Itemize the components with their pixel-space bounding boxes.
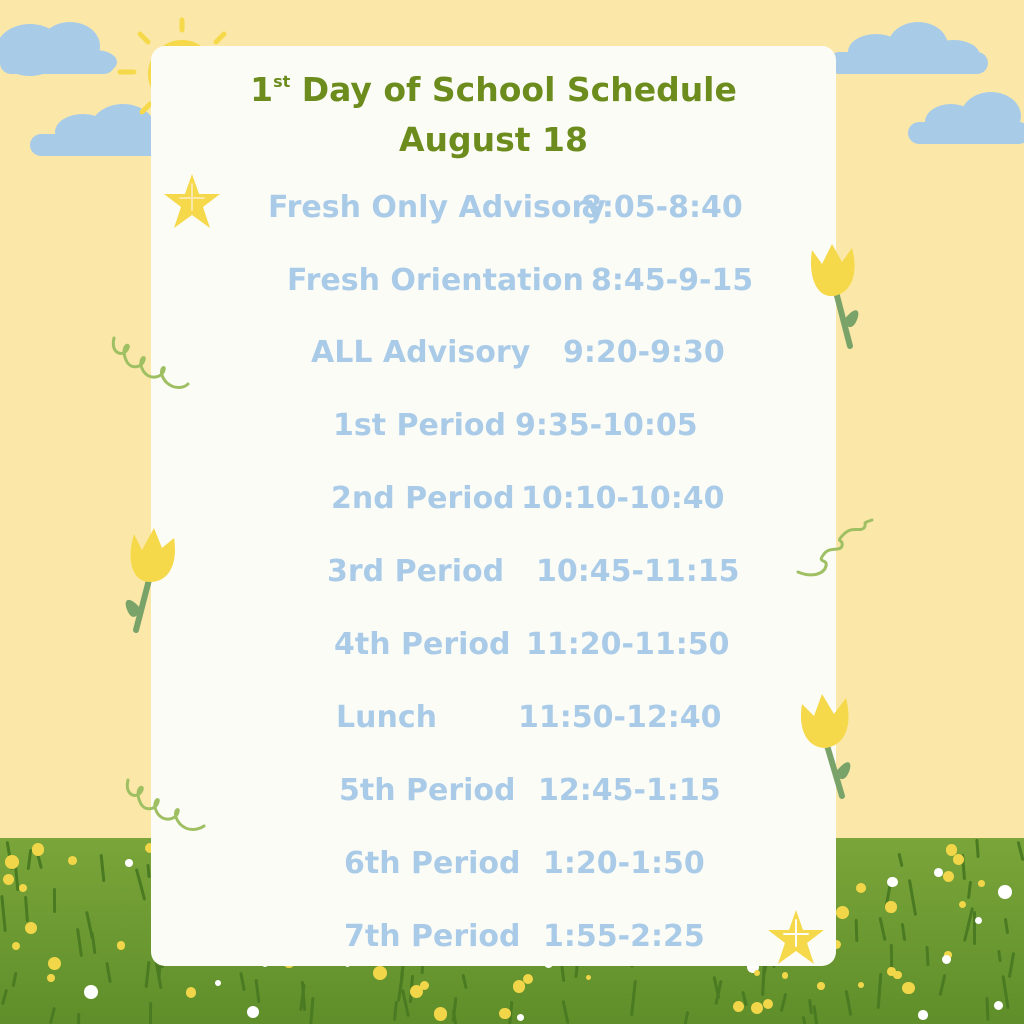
schedule-row	[151, 846, 836, 886]
flower-dot	[32, 843, 45, 856]
row-time: 8:45-9-15	[591, 263, 754, 298]
flower-dot	[994, 1001, 1003, 1010]
grass-blade	[975, 839, 979, 858]
schedule-row	[151, 481, 836, 521]
schedule-row	[151, 773, 836, 813]
flower-dot	[5, 855, 19, 869]
grass-blade	[461, 974, 467, 989]
flower-dot	[410, 985, 423, 998]
schedule-row	[151, 919, 836, 959]
grass-blade	[105, 962, 111, 983]
flower-dot	[48, 957, 61, 970]
flower-dot	[836, 906, 849, 919]
flower-dot	[893, 971, 901, 979]
flower-dot	[998, 885, 1012, 899]
flower-dot	[517, 1014, 524, 1021]
flower-dot	[12, 942, 21, 951]
flower-dot	[754, 970, 760, 976]
tulip-icon	[796, 690, 860, 802]
schedule-row	[151, 263, 836, 303]
row-time: 1:20-1:50	[543, 846, 705, 881]
grass-blade	[12, 972, 18, 988]
flower-dot	[885, 901, 896, 912]
flower-dot	[84, 985, 98, 999]
row-name: ALL Advisory	[311, 335, 531, 370]
squiggle-icon	[108, 332, 192, 396]
flower-dot	[858, 982, 864, 988]
flower-dot	[953, 854, 964, 865]
title-text: Day of School Schedule	[290, 70, 737, 109]
grass-blade	[240, 972, 247, 991]
flower-dot	[215, 980, 221, 986]
schedule-row	[151, 408, 836, 448]
row-name: 2nd Period	[331, 481, 515, 516]
row-name: Lunch	[336, 700, 437, 735]
grass-blade	[1, 989, 8, 1006]
grass-blade	[145, 961, 151, 989]
grass-blade	[973, 911, 976, 945]
grass-blade	[682, 1011, 689, 1024]
row-time: 12:45-1:15	[538, 773, 721, 808]
row-time: 8:05-8:40	[581, 190, 743, 225]
row-time: 1:55-2:25	[543, 919, 705, 954]
grass-blade	[986, 997, 990, 1021]
row-time: 9:20-9:30	[563, 335, 725, 370]
flower-dot	[586, 975, 591, 980]
flower-dot	[934, 868, 943, 877]
squiggle-icon	[122, 772, 208, 838]
grass-blade	[925, 946, 929, 966]
grass-blade	[308, 997, 314, 1024]
grass-blade	[255, 979, 261, 1003]
flower-dot	[513, 980, 526, 993]
flower-dot	[817, 982, 824, 989]
grass-blade	[855, 919, 859, 942]
row-name: 3rd Period	[327, 554, 505, 589]
flower-dot	[856, 883, 866, 893]
grass-blade	[0, 895, 7, 932]
flower-dot	[733, 1001, 744, 1012]
title-ordinal-suffix: st	[273, 72, 291, 91]
flower-dot	[19, 884, 27, 892]
cloud-icon	[0, 10, 120, 80]
grass-blade	[845, 990, 853, 1016]
flower-dot	[782, 972, 789, 979]
date-heading: August 18	[399, 120, 588, 159]
tulip-icon	[804, 240, 866, 352]
grass-blade	[876, 972, 882, 1008]
row-time: 11:50-12:40	[518, 700, 722, 735]
grass-blade	[49, 1007, 56, 1024]
row-time: 10:10-10:40	[521, 481, 725, 516]
flower-dot	[959, 901, 966, 908]
grass-blade	[562, 1000, 570, 1024]
row-name: 6th Period	[344, 846, 521, 881]
flower-dot	[943, 871, 954, 882]
row-name: Fresh Only Advisory	[268, 190, 606, 225]
row-name: 5th Period	[339, 773, 516, 808]
row-time: 10:45-11:15	[536, 554, 740, 589]
flower-dot	[247, 1006, 259, 1018]
row-time: 9:35-10:05	[515, 408, 698, 443]
grass-blade	[812, 1005, 820, 1024]
flower-dot	[373, 966, 387, 980]
flower-dot	[918, 1010, 928, 1020]
cloud-icon	[826, 18, 991, 78]
schedule-row	[151, 627, 836, 667]
schedule-row	[151, 335, 836, 375]
grass-blade	[879, 917, 887, 941]
grass-blade	[908, 879, 917, 916]
flower-dot	[434, 1007, 448, 1021]
grass-blade	[967, 881, 972, 899]
flower-dot	[751, 1002, 763, 1014]
flower-dot	[3, 874, 14, 885]
grass-blade	[24, 896, 29, 923]
grass-blade	[1016, 840, 1024, 860]
grass-blade	[146, 864, 150, 878]
grass-blade	[76, 928, 83, 957]
row-name: 1st Period	[333, 408, 507, 443]
flower-dot	[68, 856, 77, 865]
row-name: Fresh Orientation	[287, 263, 584, 298]
grass-blade	[451, 997, 457, 1022]
grass-blade	[574, 965, 578, 978]
schedule-row	[151, 554, 836, 594]
flower-dot	[942, 955, 951, 964]
grass-blade	[393, 1001, 398, 1021]
page-title	[151, 70, 836, 109]
flower-dot	[975, 917, 982, 924]
schedule-row	[151, 190, 836, 230]
star-icon	[764, 906, 828, 970]
schedule-row	[151, 700, 836, 740]
grass-blade	[997, 950, 1002, 962]
grass-blade	[939, 974, 947, 996]
grass-blade	[100, 854, 106, 882]
flower-dot	[763, 999, 773, 1009]
flower-dot	[47, 974, 55, 982]
grass-blade	[91, 931, 97, 953]
flower-dot	[523, 974, 533, 984]
star-icon	[160, 170, 224, 234]
flower-dot	[25, 922, 37, 934]
flower-dot	[902, 982, 915, 995]
grass-blade	[901, 923, 906, 941]
row-time: 11:20-11:50	[526, 627, 730, 662]
flower-dot	[186, 987, 196, 997]
flower-dot	[117, 941, 126, 950]
grass-blade	[77, 1013, 81, 1024]
schedule-card	[151, 46, 836, 966]
cloud-icon	[906, 88, 1024, 148]
squiggle-icon	[794, 516, 878, 582]
grass-blade	[53, 888, 56, 913]
grass-blade	[897, 853, 903, 867]
tulip-icon	[120, 526, 182, 634]
grass-blade	[1004, 918, 1009, 935]
flower-dot	[887, 877, 898, 888]
title-number: 1	[250, 70, 274, 109]
grass-blade	[135, 868, 146, 900]
grass-blade	[630, 980, 637, 1016]
grass-blade	[1008, 952, 1015, 978]
flower-dot	[125, 859, 133, 867]
grass-blade	[149, 1002, 152, 1024]
row-name: 7th Period	[344, 919, 521, 954]
grass-blade	[780, 992, 788, 1011]
grass-blade	[802, 1016, 808, 1024]
row-name: 4th Period	[334, 627, 511, 662]
grass-blade	[890, 944, 893, 968]
flower-dot	[978, 880, 985, 887]
